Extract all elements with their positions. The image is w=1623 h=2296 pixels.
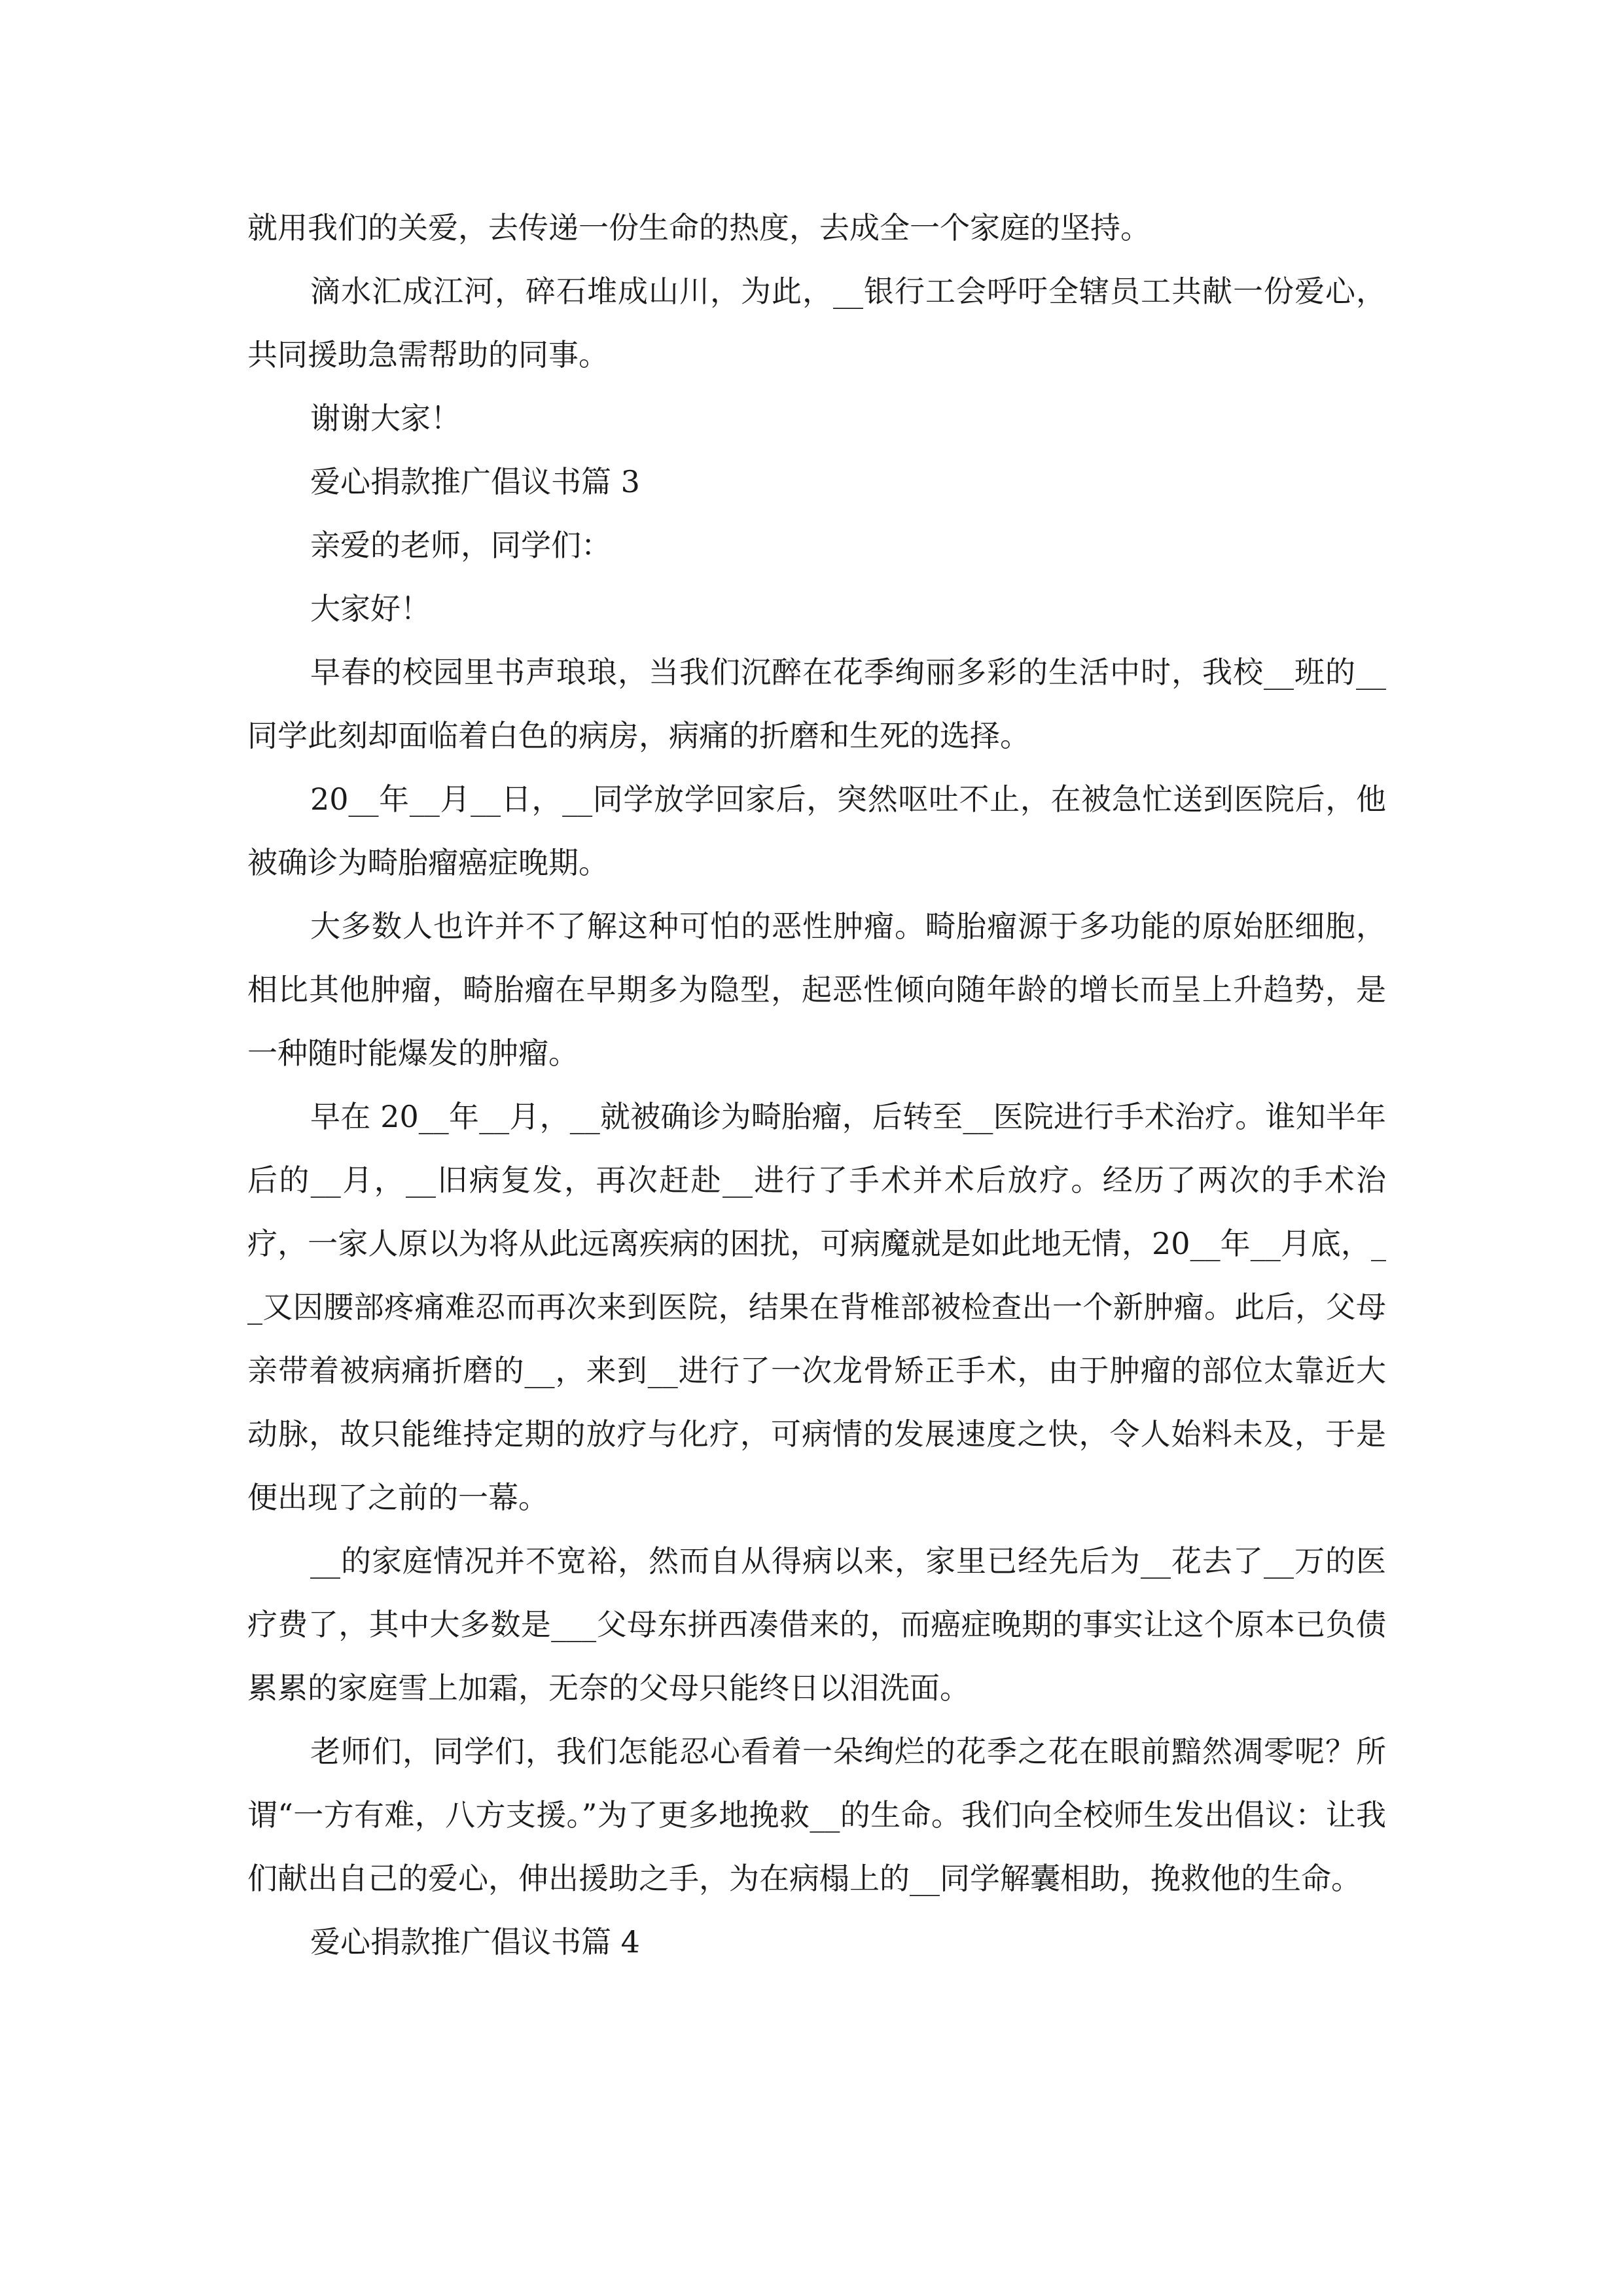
section-heading: 爱心捐款推广倡议书篇 4 — [310, 1924, 640, 1960]
document-body — [247, 196, 1386, 1974]
paragraph: 大多数人也许并不了解这种可怕的恶性肿瘤。畸胎瘤源于多功能的原始胚细胞，相比其他肿瘤，畸胎瘤在早期多为隐型，起恶性倾向随年龄的增长而呈上升趋势，是一种随时能爆发的肿瘤。 — [247, 908, 1386, 1071]
paragraph: 早春的校园里书声琅琅，当我们沉醉在花季绚丽多彩的生活中时，我校__班的__同学此刻却面临着白色的病房，病痛的折磨和生死的选择。 — [247, 655, 1386, 753]
paragraph: 20__年__月__日，__同学放学回家后，突然呕吐不止，在被急忙送到医院后，他被确诊为畸胎瘤癌症晚期。 — [247, 781, 1386, 880]
greeting: 大家好！ — [310, 591, 431, 626]
paragraph: 老师们，同学们，我们怎能忍心看着一朵绚烂的花季之花在眼前黯然凋零呢？所谓“一方有难，八方支援。”为了更多地挽救__的生命。我们向全校师生发出倡议：让我们献出自己的爱心，伸出援助之手，为在病榻上的__同学解囊相助，挽救他的生命。 — [247, 1734, 1386, 1896]
paragraph: 早在 20__年__月，__就被确诊为畸胎瘤，后转至__医院进行手术治疗。谁知半年后的__月，__旧病复发，再次赶赴__进行了手术并术后放疗。经历了两次的手术治疗，一家人原以为将从此远离疾病的困扰，可病魔就是如此地无情，20__年__月底，__又因腰部疼痛难忍而再次来到医院，结果在背椎部被检查出一个新肿瘤。此后，父母亲带着被病痛折磨的__，来到__进行了一次龙骨矫正手术，由于肿瘤的部位太靠近大动脉，故只能维持定期的放疗与化疗，可病情的发展速度之快，令人始料未及，于是便出现了之前的一幕。 — [247, 1099, 1386, 1515]
section-heading: 爱心捐款推广倡议书篇 3 — [310, 464, 640, 499]
salutation: 亲爱的老师，同学们： — [310, 528, 611, 563]
paragraph: 谢谢大家！ — [310, 401, 461, 436]
paragraph: 滴水汇成江河，碎石堆成山川，为此，__银行工会呼吁全辖员工共献一份爱心，共同援助急需帮助的同事。 — [247, 274, 1386, 372]
paragraph: __的家庭情况并不宽裕，然而自从得病以来，家里已经先后为__花去了__万的医疗费了，其中大多数是___父母东拼西凑借来的，而癌症晚期的事实让这个原本已负债累累的家庭雪上加霜，无奈的父母只能终日以泪洗面。 — [247, 1543, 1386, 1706]
paragraph-continuation: 就用我们的关爱，去传递一份生命的热度，去成全一个家庭的坚持。 — [247, 210, 1150, 245]
